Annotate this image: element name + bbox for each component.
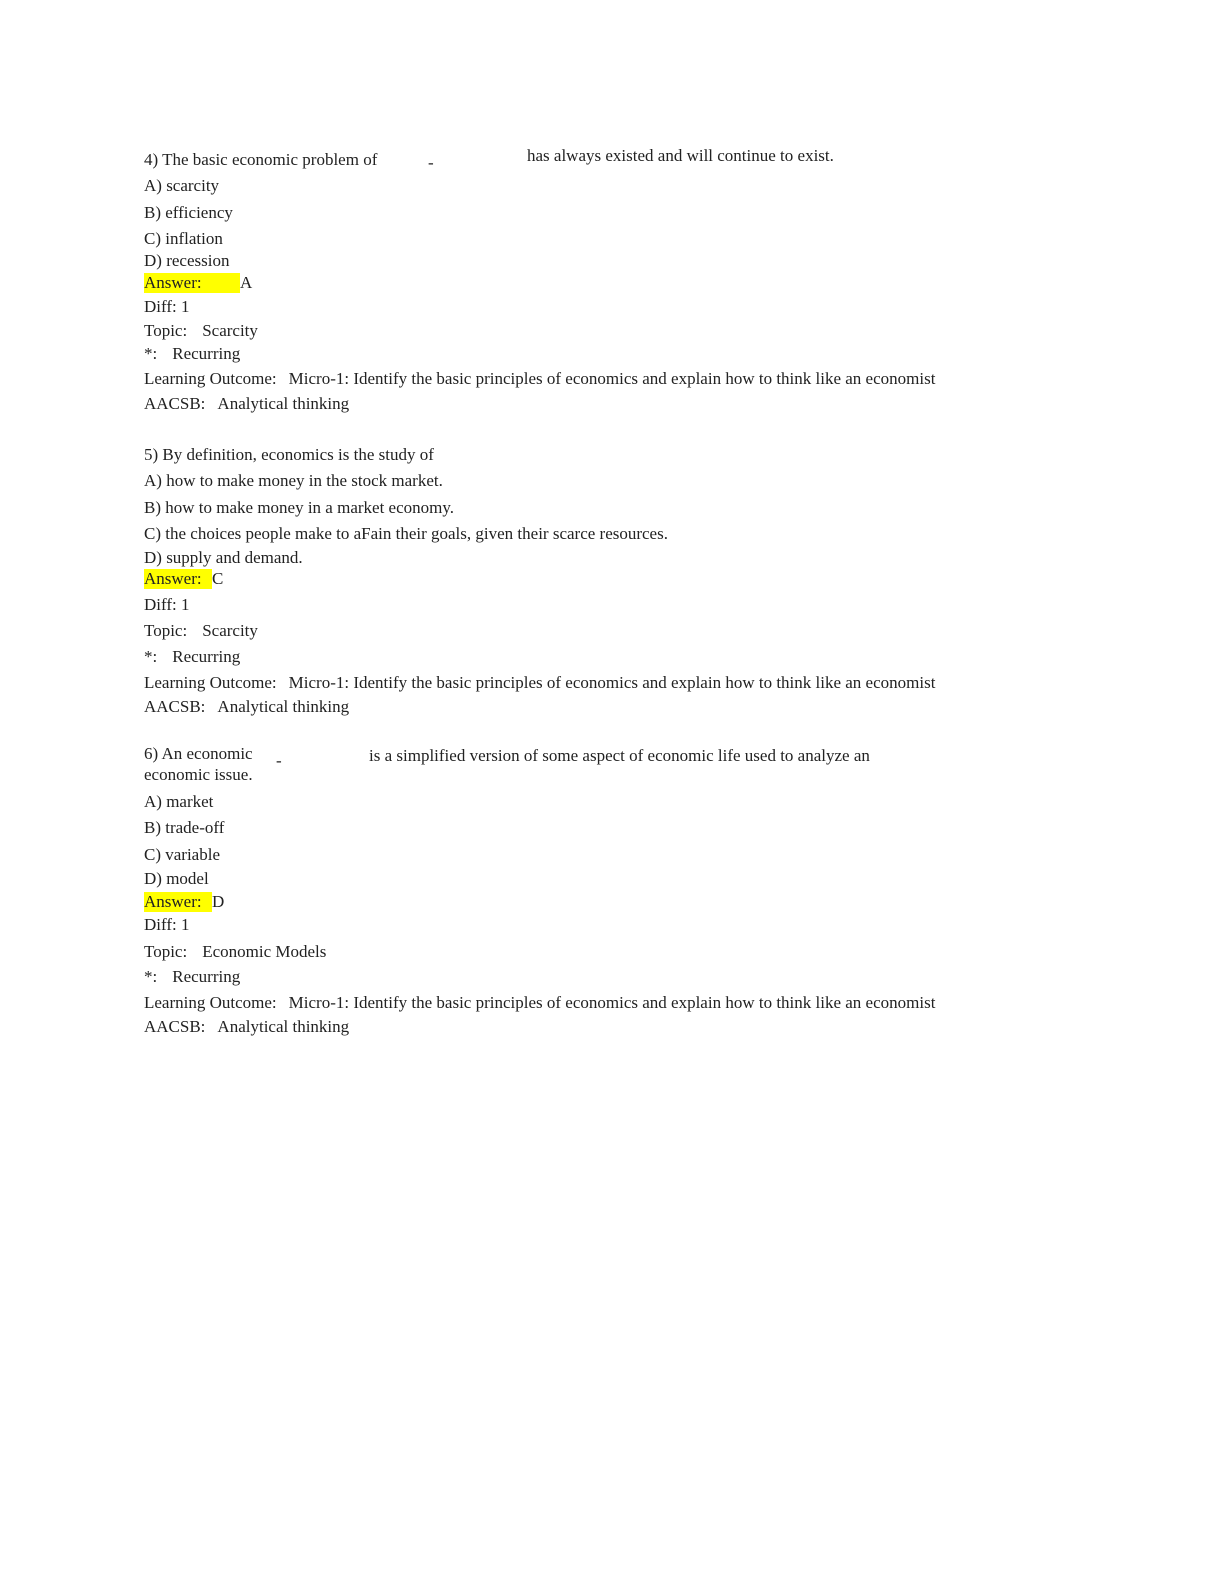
topic-label: Topic: — [144, 321, 188, 340]
question-4-topic — [144, 321, 258, 341]
question-5-learning-outcome — [144, 673, 935, 693]
aacsb-label: AACSB: — [144, 697, 206, 716]
question-4-stem-start: 4) The basic economic problem of — [144, 150, 378, 169]
star-value: Recurring — [172, 647, 241, 666]
question-4-option-c: C) inflation — [144, 229, 223, 248]
aacsb-value: Analytical thinking — [217, 1017, 350, 1036]
question-6-stem-wrap: economic issue. — [144, 765, 253, 784]
question-5-aacsb — [144, 697, 349, 717]
question-5-option-a: A) how to make money in the stock market. — [144, 471, 443, 490]
star-value: Recurring — [172, 967, 241, 986]
aacsb-label: AACSB: — [144, 394, 206, 413]
question-5-answer — [144, 569, 223, 589]
question-4-option-b: B) efficiency — [144, 203, 233, 222]
question-6-option-c: C) variable — [144, 845, 220, 864]
question-6-answer — [144, 892, 224, 912]
question-6-star — [144, 967, 240, 987]
aacsb-label: AACSB: — [144, 1017, 206, 1036]
question-4-answer — [144, 273, 252, 293]
question-5-star — [144, 647, 240, 667]
question-5-option-d: D) supply and demand. — [144, 548, 303, 567]
question-5-option-b: B) how to make money in a market economy. — [144, 498, 455, 517]
answer-highlight: Answer: — [144, 569, 212, 589]
question-4-stem-end: has always existed and will continue to exist. — [527, 146, 834, 165]
question-5-topic — [144, 621, 258, 641]
topic-label: Topic: — [144, 942, 188, 961]
answer-value: C — [212, 569, 224, 588]
question-5-option-c: C) the choices people make to aFain their goals, given their scarce resources. — [144, 524, 668, 543]
topic-value: Scarcity — [202, 321, 258, 340]
question-4-diff: Diff: 1 — [144, 297, 190, 316]
question-5-stem: 5) By definition, economics is the study of — [144, 445, 434, 464]
lo-value: Micro-1: Identify the basic principles of economics and explain how to think like an economist — [288, 673, 936, 692]
question-6-stem: 6) An economic — [144, 744, 253, 763]
question-4-aacsb — [144, 394, 349, 414]
star-label: *: — [144, 967, 158, 986]
question-6-option-a: A) market — [144, 792, 214, 811]
lo-value: Micro-1: Identify the basic principles of economics and explain how to think like an economist — [288, 369, 936, 388]
question-6-stem-end: is a simplified version of some aspect of economic life used to analyze an — [369, 746, 870, 765]
question-6-diff: Diff: 1 — [144, 915, 190, 934]
topic-value: Economic Models — [202, 942, 327, 961]
question-6-learning-outcome — [144, 993, 935, 1013]
question-6-option-d: D) model — [144, 869, 209, 888]
answer-highlight: Answer: — [144, 892, 212, 912]
question-4-star — [144, 344, 240, 364]
star-label: *: — [144, 647, 158, 666]
answer-value: D — [212, 892, 225, 911]
answer-value: A — [240, 273, 253, 292]
question-6-blank: - — [276, 751, 282, 770]
question-5-diff: Diff: 1 — [144, 595, 190, 614]
star-label: *: — [144, 344, 158, 363]
lo-label: Learning Outcome: — [144, 993, 277, 1012]
topic-value: Scarcity — [202, 621, 258, 640]
question-4-stem — [144, 150, 377, 170]
lo-value: Micro-1: Identify the basic principles of economics and explain how to think like an economist — [288, 993, 936, 1012]
answer-highlight: Answer: — [144, 273, 240, 293]
question-4-blank: - — [428, 153, 434, 172]
aacsb-value: Analytical thinking — [217, 394, 350, 413]
question-6-option-b: B) trade-off — [144, 818, 225, 837]
question-6-topic — [144, 942, 326, 962]
topic-label: Topic: — [144, 621, 188, 640]
question-4-learning-outcome — [144, 369, 935, 389]
question-4-option-a: A) scarcity — [144, 176, 220, 195]
aacsb-value: Analytical thinking — [217, 697, 350, 716]
lo-label: Learning Outcome: — [144, 369, 277, 388]
question-6-aacsb — [144, 1017, 349, 1037]
lo-label: Learning Outcome: — [144, 673, 277, 692]
star-value: Recurring — [172, 344, 241, 363]
question-4-option-d: D) recession — [144, 251, 230, 270]
